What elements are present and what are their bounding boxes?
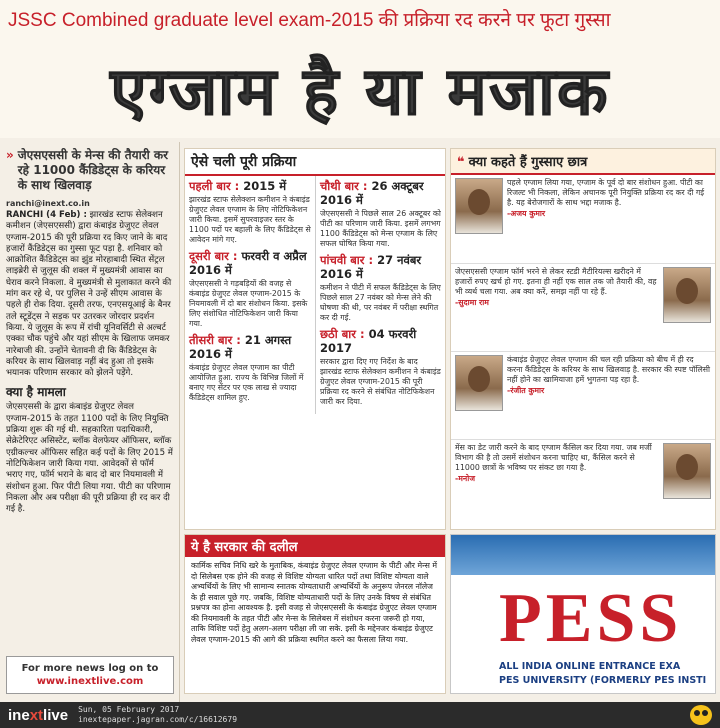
reactions-title-text: क्या कहते हैं गुस्साए छात्र [468,155,588,170]
process-columns [185,176,445,414]
reaction-item [451,351,715,439]
brand-logo[interactable] [8,707,68,724]
stage-text: कमीशन ने पीटी में सफल कैंडिडेट्स के लिए पिछले साल 27 नवंबर को मेन्स लेने की घोषणा की थी, पर नवंबर में परीक्षा स्थगित कर दी गई. [320,283,441,322]
stage-date: 04 फरवरी 2017 [320,327,417,355]
kicker [0,0,720,46]
reaction-text: जेएसएससी एग्जाम फॉर्म भरने से लेकर स्टडी मैटीरियल्स खरीदने में हजारों रुपए खर्च हो गए. इतना ही नहीं एक साल तक जो तैयारी की, वह भी व्यर्थ चला गया. अब क्या करें, समझ नहीं पा रहे हैं. [455,267,657,296]
stage-text: जेएसएससी ने पिछले साल 26 अक्टूबर को पीटी का परिणाम जारी किया. इसमें लगभग 1100 कैंडिडेट्स को मेन्स एग्जाम के लिए सफल घोषित किया गया. [320,209,441,248]
left-column [0,142,180,702]
stage-text: झारखंड स्टाफ सेलेक्शन कमीशन ने कंबाइंड ग्रेजुएट लेवल एग्जाम के लिए नोटिफिकेशन जारी किया. इसमें सुपरवाइजर स्तर के 1100 पदों पर बहाली के लिए कैंडिडेट्स से आवेदन मांगे गए. [189,195,311,244]
process-column-1 [185,176,315,414]
owl-icon [690,705,712,725]
footer-bar [0,702,720,728]
footer-meta [78,705,237,725]
stage-head: छठी बार : [320,327,365,341]
story-body-2: जेएसएससी के द्वारा कंबाइंड ग्रेजुएट लेवल एग्जाम-2015 के तहत 1100 पदों के लिए नियुक्ति प्रक्रिया शुरू की गई थी. सहकारिता पदाधिकारी, सेक्रेटेरिएट असिस्टेंट, ब्लॉक वेलफेयर ऑफिसर, ब्लॉक एग्रीकल्चर ऑफिसर सहित कई पदों के लिए 2015 में नोटिफिकेशन जारी किया गया. आवेदकों से फॉर्म भराए गए, फॉर्म भराने के बाद दो बार नियमावली में संशोधन हुआ. फिर पीटी लिया गया. पीटी का परिणाम निकला और अब परीक्षा की पूरी प्रक्रिया ही रद कर दी गई है. [6,402,173,515]
reaction-text: कंबाइंड ग्रेजुएट लेवल एग्जाम की चल रही प्रक्रिया को बीच में ही रद करना कैंडिडेट्स के करियर के साथ खिलवाड़ है. सरकार की स्पष्ट पॉलिसी नहीं होने का खामियाजा हमें भुगतना पड़ रहा है. [507,355,711,384]
reaction-text: पहले एग्जाम लिया गया, एग्जाम के पूर्व दो बार संशोधन हुआ. पीटी का रिजल्ट भी निकला, लेकिन अचानक पूरी नियुक्ति प्रक्रिया रद कर दी गई है. यह बेरोजगारों के साथ भद्दा मजाक है. [507,178,705,207]
stage-date: 21 अगस्त 2016 में [189,333,292,361]
process-stage [320,253,441,323]
reaction-item [451,439,715,527]
quote-icon: ❝ [457,155,465,170]
stage-head: पहली बार : [189,179,240,193]
brand-part: xt [29,706,44,724]
reactions-box [450,148,716,530]
stage-date: 2015 में [243,179,287,193]
process-stage [189,333,311,403]
portrait-photo [455,355,503,411]
portrait-photo [455,178,503,234]
reporter-email: ranchi@inext.co.in [6,199,90,208]
kicker-english: JSSC Combined graduate level exam-2015 [8,10,374,31]
kicker-hindi: की प्रक्रिया रद करने पर फूटा गुस्सा [378,10,611,31]
edition-date: Sun, 05 February 2017 [78,705,180,714]
headline [0,46,720,138]
double-chevron-icon: » [6,148,14,162]
process-box [184,148,446,530]
stage-date: 26 अक्टूबर 2016 में [320,179,424,207]
ad-logo: PESS [499,580,683,657]
stage-head: दूसरी बार : [189,249,238,263]
promo-link[interactable]: www.inextlive.com [36,676,144,687]
lead [6,148,173,193]
portrait-photo [663,443,711,499]
stage-date: 27 नवंबर 2016 में [320,253,422,281]
reaction-text: मेंस का डेट जारी करने के बाद एग्जाम कैंसिल कर दिया गया. जब मर्जी विभाग की है तो उसमें संशोधन करना चाहिए था, कैंसिल करने से 11000 छात्रों के भविष्य पर संकट छा गया है. [455,443,652,472]
reaction-name: -मनोज [455,474,476,483]
brand-part: live [43,706,69,724]
story-text: झारखंड स्टाफ सेलेक्शन कमीशन (जेएसएससी) द्वारा कंबाइंड ग्रेजुएट लेवल एग्जाम-2015 की पूरी प्रक्रिया रद किए जाने के बाद हजारों कैंडिडेट्स का गुस्सा फूट पड़ा है. शनिवार को आक्रोशित कैंडिडेट्स का झुंड मोरहाबादी स्थित सेंट्रल लाइब्रेरी से जुलूस की शक्ल में मुख्यमंत्री आवास का घेराव करने निकला. वे मुख्यमंत्री से मुलाकात करने की मांग कर रहे थे, पर पुलिस ने उन्हें सीएम आवास के पहले ही रोक दिया. दूसरी तरफ, एनएसयूआई के बैनर तले स्टूडेंट्स ने सड़क पर उतरकर जोरदार प्रदर्शन किया. ये जुलूस के रूप में रांची यूनिवर्सिटी से अल्बर्ट एक्का चौक पहुंचे और यहां सीएम के खिलाफ जमकर नारेबाजी की. उन्होंने चेतावनी दी कि कैंडिडेट्स के करियर के साथ खिलवाड़ नहीं बंद हुआ तो इसके भयानक परिणाम सरकार को झेलने पड़ेंगे. [6,210,172,379]
ad-line-2: PES UNIVERSITY (FORMERLY PES INSTI [499,675,707,686]
stage-text: सरकार द्वारा दिए गए निर्देश के बाद झारखंड स्टाफ सेलेक्शन कमीशन ने कंबाइंड ग्रेजुएट लेवल एग्जाम-2015 की पूरी प्रक्रिया रद करने से संबंधित नोटिफिकेशन जारी कर दिया. [320,357,441,406]
reactions-title [451,149,715,175]
govt-text: कार्मिक सचिव निधि खरे के मुताबिक, कंबाइंड ग्रेजुएट लेवल एग्जाम के पीटी और मेन्स में दो सिलेबस एक होने की वजह से विशिष्ट योग्यता धारित पदों तथा विशिष्ट योग्यता वाले अभ्यर्थियों के लिए भी सामान्य स्नातक योग्यताधारी अभ्यर्थियों के अनुरूप जेनरल नॉलेज के ही सवाल पूछे गए. जबकि, विशिष्ट योग्यताधारी पदों के लिए उनके विषय से संबंधित प्रश्नपत्र का होना आवश्यक है. इसी वजह से जेएसएससी के कंबाइंड ग्रेजुएट लेवल एग्जाम की नियमावली के तहत पीटी और मेन्स के सिलेबस में संशोधन करना जरूरी हो गया, ताकि विशिष्ट पदों हेतु अलग-अलग परीक्षा ली जा सके. इसी के मद्देनजर कंबाइंड ग्रेजुएट लेवल एग्जाम-2015 की आगे की प्रक्रिया स्थगित करने का फैसला लिया गया. [191,561,438,644]
story-body [6,210,173,379]
promo-line: For more news log on to [21,663,159,674]
govt-title: ये है सरकार की दलील [185,535,445,557]
reaction-name: -रंजीत कुमार [507,386,545,395]
stage-date: फरवरी व अप्रैल 2016 में [189,249,307,277]
reaction-item [451,263,715,351]
reaction-item [451,175,715,263]
stage-text: जेएसएससी ने गड़बड़ियों की वजह से कंबाइंड ग्रेजुएट लेवल एग्जाम-2015 के नियमावली में दो बार संशोधन किया. इसके लिए संशोधित नोटिफिकेशन जारी किया गया. [189,279,308,328]
stage-head: पांचवी बार : [320,253,374,267]
portrait-photo [663,267,711,323]
dateline: RANCHI (4 Feb) : [6,210,87,220]
epaper-url[interactable]: inextepaper.jagran.com/c/16612679 [78,715,238,724]
brand-part: ine [8,706,30,724]
stage-text: कंबाइंड ग्रेजुएट लेवल एग्जाम का पीटी आयोजित हुआ. राज्य के विभिन्न जिलों में बनाए गए सेंटर पर एक लाख से ज्यादा कैंडिडेट्स शामिल हुए. [189,363,304,402]
process-stage [320,179,441,249]
advertisement[interactable] [450,534,716,694]
lead-text: जेएसएससी के मेन्स की तैयारी कर रहे 11000 कैंडिडेट्स के करियर के साथ खिलवाड़ [17,148,169,192]
govt-argument-box [184,534,446,694]
stage-head: चौथी बार : [320,179,368,193]
subhead: क्या है मामला [6,385,66,400]
ad-line-1: ALL INDIA ONLINE ENTRANCE EXA [499,661,681,672]
ad-banner-stripe [451,535,716,575]
promo-box[interactable] [6,656,174,694]
stage-head: तीसरी बार : [189,333,241,347]
reaction-name: -अजय कुमार [507,209,546,218]
headline-text: एग्जाम है या मजाक [110,53,610,130]
process-stage [189,249,311,329]
process-column-2 [315,176,445,414]
reaction-name: -सुदामा राम [455,298,489,307]
process-stage [320,327,441,407]
process-title: ऐसे चली पूरी प्रक्रिया [185,149,445,176]
process-stage [189,179,311,245]
